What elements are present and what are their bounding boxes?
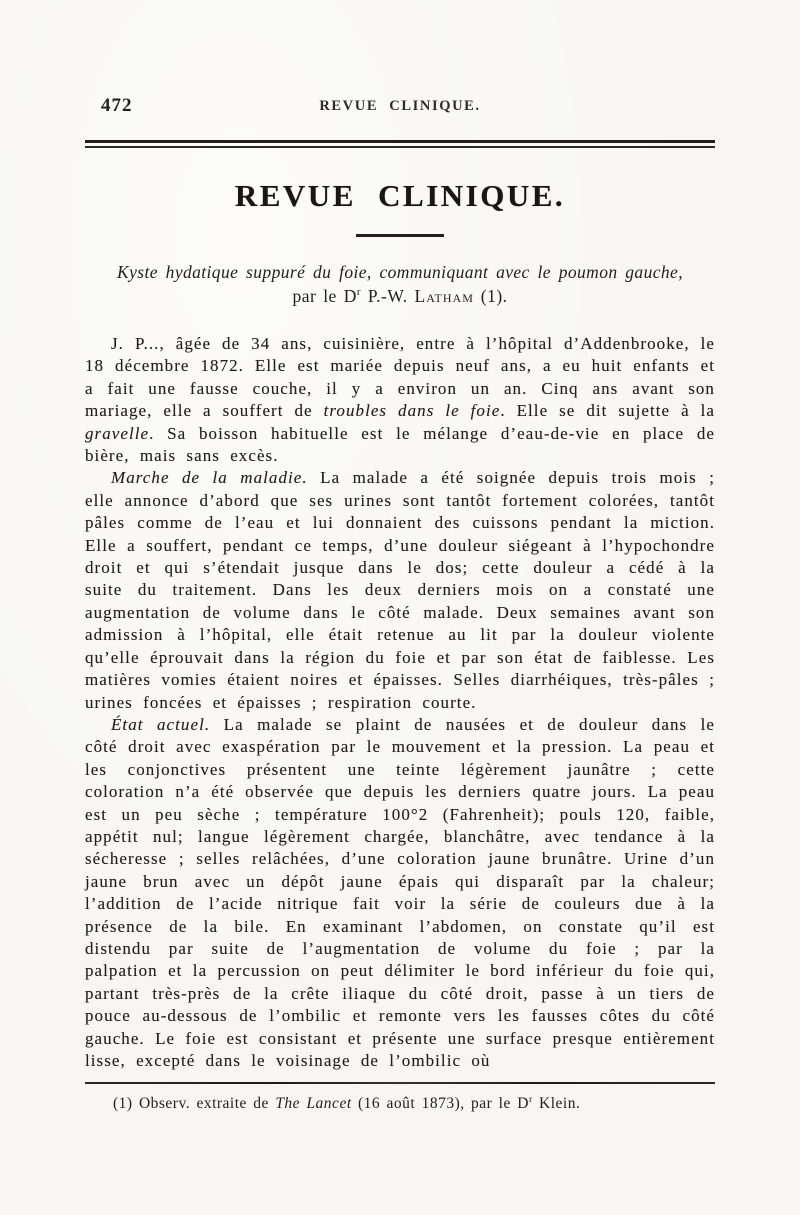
paragraph bbox=[85, 467, 715, 713]
text-segment: J. P..., âgée de 34 ans, cuisinière, entre à l’hôpital d’Addenbrooke, le 18 décembre 1872. Elle est mariée depuis neuf ans, a eu huit enfants et a fait une fausse couche, il y a environ un an. Cinq ans avant son mariage, elle a souffert de bbox=[85, 334, 715, 421]
footnote bbox=[85, 1093, 715, 1114]
text-segment: . Elle se dit sujette à la bbox=[500, 401, 715, 421]
text-segment: La malade a été soignée depuis trois mois ; elle annonce d’abord que ses urines sont tantôt fortement colorées, tantôt pâles comme de l’eau et lui donnaient des cuissons pendant la miction. Elle a souffert, pendant ce temps, d’une douleur siégeant à l’hypochondre droit et qui s’étendait jusque dans le dos; cette douleur a cédé à la suite du traitement. Dans les deux derniers mois on a constaté une augmentation de volume dans le côté malade. Deux semaines avant son admission à l’hôpital, elle était retenue au lit par la douleur violente qu’elle éprouvait dans la région du foie et par son état de faiblesse. Les matières vomies étaient noires et épaisses. Selles diarrhéiques, très-pâles ; urines foncées et épaisses ; respiration courte. bbox=[85, 468, 715, 712]
page-header bbox=[85, 95, 715, 119]
text-segment: The Lancet bbox=[275, 1095, 352, 1113]
article-heading-line1 bbox=[85, 261, 715, 285]
text-segment: (16 août 1873), par le D bbox=[351, 1095, 529, 1113]
body-text bbox=[85, 333, 715, 1072]
paragraph bbox=[85, 333, 715, 467]
text-segment: La malade se plaint de nausées et de douleur dans le côté droit avec exaspération par le mouvement et la pression. La peau et les conjonctives présentent une teinte légèrement jaunâtre ; cette coloration n’a été observée que depuis les derniers quatre jours. La peau est un peu sèche ; température 100°2 (Fahrenheit); pouls 120, faible, appétit nul; langue légèrement chargée, blanchâtre, avec tendance à la sécheresse ; selles relâchées, d’une coloration jaune brunâtre. Urine d’un jaune brun avec un dépôt jaune épais qui disparaît par la chaleur; l’addition de l’acide nitrique fait voir la série de couleurs due à la présence de la bile. En examinant l’abdomen, on constate qu’il est distendu par suite de l’augmentation de volume du foie ; par la palpation et la percussion on peut délimiter le bord inférieur du foie qui, partant très-près de la crête iliaque du côté droit, passe à un tiers de pouce au-dessous de l’ombilic et remonte vers les fausses côtes du côté gauche. Le foie est consistant et présente une surface presque entièrement lisse, excepté dans le voisinage de l’ombilic où bbox=[85, 714, 716, 1070]
header-double-rule bbox=[85, 140, 715, 148]
text-segment: P.-W. bbox=[360, 285, 415, 306]
text-segment: Kyste hydatique suppuré du foie, communiquant avec le poumon gauche, bbox=[117, 262, 683, 282]
article-heading-byline bbox=[85, 285, 715, 309]
title-rule bbox=[356, 234, 444, 237]
running-head: REVUE CLINIQUE. bbox=[319, 98, 481, 114]
text-segment: (1) Observ. extraite de bbox=[113, 1095, 276, 1113]
text-segment: r bbox=[356, 285, 361, 298]
text-segment: r bbox=[528, 1094, 533, 1106]
text-segment: Klein. bbox=[532, 1095, 581, 1113]
text-segment: . Sa boisson habituelle est le mélange d’eau-de-vie en place de bière, mais sans excès. bbox=[85, 423, 715, 466]
article-heading bbox=[85, 261, 715, 308]
text-segment: par le D bbox=[292, 285, 357, 306]
text-segment: Marche de la maladie. bbox=[111, 468, 308, 488]
footnote-rule bbox=[85, 1082, 715, 1084]
text-segment: État actuel. bbox=[111, 714, 211, 734]
text-segment: (1). bbox=[473, 285, 508, 306]
text-column bbox=[85, 0, 715, 1114]
article-title: REVUE CLINIQUE. bbox=[234, 178, 566, 213]
text-segment: troubles dans le foie bbox=[323, 401, 501, 421]
text-segment: Latham bbox=[414, 285, 474, 306]
paragraph bbox=[85, 714, 715, 1073]
text-segment: gravelle bbox=[85, 423, 150, 443]
page-number: 472 bbox=[101, 95, 133, 116]
